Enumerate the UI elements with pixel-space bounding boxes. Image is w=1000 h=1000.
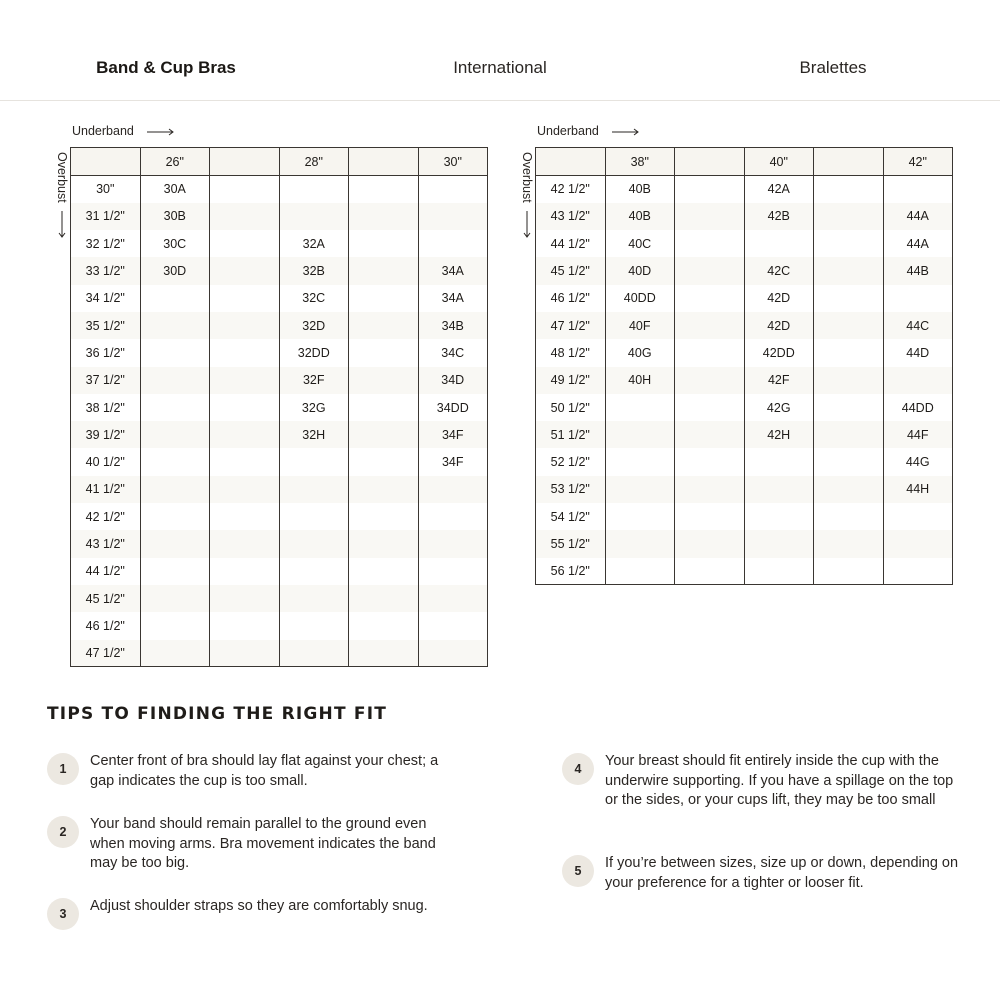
size-cell <box>279 176 349 203</box>
size-cell <box>418 585 488 612</box>
size-cell <box>279 203 349 230</box>
overbust-cell: 48 1/2" <box>536 339 606 366</box>
size-cell <box>675 230 745 257</box>
size-cell <box>210 176 280 203</box>
underband-text: Underband <box>537 124 599 138</box>
size-cell: 32B <box>279 257 349 284</box>
table-row <box>536 230 953 257</box>
size-cell <box>349 612 419 639</box>
size-cell <box>349 530 419 557</box>
size-cell <box>210 530 280 557</box>
size-cell <box>814 558 884 585</box>
size-cell <box>349 394 419 421</box>
size-cell <box>210 476 280 503</box>
size-cell <box>744 230 814 257</box>
size-cell: 30D <box>140 257 210 284</box>
size-cell <box>675 312 745 339</box>
column-header: 28" <box>279 148 349 176</box>
size-cell <box>675 421 745 448</box>
size-cell <box>883 558 953 585</box>
size-cell: 40C <box>605 230 675 257</box>
tip-text: If you’re between sizes, size up or down, depending on your preference for a tighter or looser fit. <box>605 855 959 891</box>
size-cell <box>814 476 884 503</box>
size-cell <box>210 230 280 257</box>
size-cell: 30C <box>140 230 210 257</box>
overbust-cell: 46 1/2" <box>71 612 141 639</box>
overbust-cell: 54 1/2" <box>536 503 606 530</box>
table-row <box>71 476 488 503</box>
tab-band-cup-bras[interactable]: Band & Cup Bras <box>96 58 236 77</box>
size-cell <box>418 640 488 667</box>
overbust-cell: 38 1/2" <box>71 394 141 421</box>
size-cell <box>279 530 349 557</box>
tip-item <box>562 854 962 893</box>
overbust-cell: 47 1/2" <box>536 312 606 339</box>
column-header <box>210 148 280 176</box>
size-cell: 42A <box>744 176 814 203</box>
size-cell <box>140 476 210 503</box>
size-cell: 42B <box>744 203 814 230</box>
overbust-cell: 51 1/2" <box>536 421 606 448</box>
size-cell <box>418 176 488 203</box>
table-row <box>536 558 953 585</box>
size-cell: 32DD <box>279 339 349 366</box>
size-cell: 42F <box>744 367 814 394</box>
size-cell: 32H <box>279 421 349 448</box>
table-row <box>71 257 488 284</box>
size-cell <box>349 339 419 366</box>
size-cell: 30A <box>140 176 210 203</box>
table-row <box>71 448 488 475</box>
size-cell <box>279 585 349 612</box>
table-row <box>536 421 953 448</box>
tip-text: Your band should remain parallel to the ground even when moving arms. Bra movement indicates the band may be too big. <box>90 816 436 872</box>
table-row <box>71 312 488 339</box>
size-cell: 40G <box>605 339 675 366</box>
overbust-cell: 56 1/2" <box>536 558 606 585</box>
overbust-cell: 35 1/2" <box>71 312 141 339</box>
size-cell: 40B <box>605 203 675 230</box>
tips-title: TIPS TO FINDING THE RIGHT FIT <box>47 704 388 724</box>
size-cell <box>210 448 280 475</box>
overbust-cell: 53 1/2" <box>536 476 606 503</box>
size-cell <box>349 640 419 667</box>
size-cell <box>349 312 419 339</box>
size-cell <box>675 503 745 530</box>
size-cell: 42G <box>744 394 814 421</box>
size-cell <box>140 558 210 585</box>
size-cell <box>605 394 675 421</box>
overbust-cell: 45 1/2" <box>536 257 606 284</box>
table-row <box>71 558 488 585</box>
column-header: 26" <box>140 148 210 176</box>
size-cell <box>349 203 419 230</box>
size-cell <box>349 367 419 394</box>
size-cell <box>675 558 745 585</box>
tip-item <box>47 897 467 930</box>
table-row <box>536 176 953 203</box>
size-cell <box>675 448 745 475</box>
size-cell: 34C <box>418 339 488 366</box>
size-cell <box>814 285 884 312</box>
overbust-text: Overbust <box>55 152 69 203</box>
table-row <box>536 503 953 530</box>
size-cell <box>349 285 419 312</box>
tip-text: Adjust shoulder straps so they are comfortably snug. <box>90 898 428 914</box>
size-cell <box>349 585 419 612</box>
table-row <box>71 640 488 667</box>
left-underband-label <box>72 124 175 138</box>
size-cell <box>418 558 488 585</box>
left-overbust-label <box>54 152 70 239</box>
size-cell <box>279 476 349 503</box>
size-cell <box>349 230 419 257</box>
table-header-row <box>536 148 953 176</box>
size-cell <box>349 503 419 530</box>
size-cell: 34F <box>418 448 488 475</box>
table-row <box>71 230 488 257</box>
overbust-cell: 41 1/2" <box>71 476 141 503</box>
tab-international[interactable]: International <box>453 58 547 77</box>
table-row <box>71 503 488 530</box>
size-cell <box>605 503 675 530</box>
size-cell: 32G <box>279 394 349 421</box>
size-cell <box>418 530 488 557</box>
table-row <box>536 339 953 366</box>
overbust-cell: 32 1/2" <box>71 230 141 257</box>
size-cell <box>675 476 745 503</box>
size-cell: 44H <box>883 476 953 503</box>
overbust-cell: 37 1/2" <box>71 367 141 394</box>
size-cell <box>140 394 210 421</box>
size-cell <box>210 367 280 394</box>
table-row <box>71 367 488 394</box>
size-cell <box>814 257 884 284</box>
size-cell: 44F <box>883 421 953 448</box>
overbust-cell: 47 1/2" <box>71 640 141 667</box>
overbust-cell: 50 1/2" <box>536 394 606 421</box>
size-cell: 30B <box>140 203 210 230</box>
size-cell <box>883 285 953 312</box>
size-cell <box>814 230 884 257</box>
size-cell <box>675 203 745 230</box>
size-cell <box>140 312 210 339</box>
overbust-cell: 33 1/2" <box>71 257 141 284</box>
size-cell: 42D <box>744 312 814 339</box>
size-cell <box>210 421 280 448</box>
underband-text: Underband <box>72 124 134 138</box>
size-cell: 44G <box>883 448 953 475</box>
size-cell <box>140 339 210 366</box>
size-cell: 44A <box>883 230 953 257</box>
size-cell <box>418 230 488 257</box>
size-cell <box>814 503 884 530</box>
size-cell <box>349 448 419 475</box>
size-cell <box>418 203 488 230</box>
table-row <box>71 203 488 230</box>
size-cell <box>605 448 675 475</box>
size-cell <box>210 257 280 284</box>
size-cell <box>883 367 953 394</box>
table-row <box>536 367 953 394</box>
tip-item <box>47 752 447 791</box>
overbust-cell: 34 1/2" <box>71 285 141 312</box>
size-cell: 34F <box>418 421 488 448</box>
size-cell: 44B <box>883 257 953 284</box>
size-cell <box>349 257 419 284</box>
size-cell <box>675 367 745 394</box>
overbust-cell: 42 1/2" <box>536 176 606 203</box>
size-chart-right <box>535 147 953 585</box>
tab-bralettes[interactable]: Bralettes <box>799 58 867 77</box>
size-cell: 34A <box>418 257 488 284</box>
size-cell: 42D <box>744 285 814 312</box>
size-cell <box>814 530 884 557</box>
size-cell <box>605 476 675 503</box>
table-row <box>71 285 488 312</box>
column-header <box>349 148 419 176</box>
overbust-cell: 52 1/2" <box>536 448 606 475</box>
size-cell <box>210 558 280 585</box>
size-cell <box>279 448 349 475</box>
tip-number-badge: 2 <box>47 816 79 848</box>
table-row <box>536 257 953 284</box>
size-cell <box>210 612 280 639</box>
size-cell <box>210 339 280 366</box>
size-cell <box>814 312 884 339</box>
size-cell: 42C <box>744 257 814 284</box>
tip-number-badge: 3 <box>47 898 79 930</box>
size-cell: 44D <box>883 339 953 366</box>
size-cell: 40B <box>605 176 675 203</box>
size-cell: 34D <box>418 367 488 394</box>
column-header: 40" <box>744 148 814 176</box>
size-cell <box>418 476 488 503</box>
size-cell: 44A <box>883 203 953 230</box>
size-cell <box>814 339 884 366</box>
overbust-text: Overbust <box>520 152 534 203</box>
size-cell <box>210 640 280 667</box>
size-cell <box>814 394 884 421</box>
size-cell <box>349 476 419 503</box>
overbust-cell: 45 1/2" <box>71 585 141 612</box>
table-row <box>536 476 953 503</box>
overbust-cell: 55 1/2" <box>536 530 606 557</box>
size-cell <box>744 530 814 557</box>
column-header <box>536 148 606 176</box>
size-cell <box>814 448 884 475</box>
overbust-cell: 43 1/2" <box>536 203 606 230</box>
size-cell <box>140 530 210 557</box>
size-cell <box>675 176 745 203</box>
table-row <box>71 530 488 557</box>
overbust-cell: 42 1/2" <box>71 503 141 530</box>
size-cell <box>140 448 210 475</box>
size-cell: 32F <box>279 367 349 394</box>
size-cell <box>210 394 280 421</box>
size-cell: 34A <box>418 285 488 312</box>
size-cell <box>418 612 488 639</box>
table-row <box>71 339 488 366</box>
size-cell <box>279 640 349 667</box>
size-cell <box>210 312 280 339</box>
size-cell <box>210 203 280 230</box>
column-header <box>814 148 884 176</box>
size-cell: 44DD <box>883 394 953 421</box>
arrow-down-icon <box>58 211 66 239</box>
size-cell: 42H <box>744 421 814 448</box>
overbust-cell: 43 1/2" <box>71 530 141 557</box>
tip-number-badge: 4 <box>562 753 594 785</box>
size-cell <box>349 558 419 585</box>
size-cell <box>140 585 210 612</box>
size-cell: 40H <box>605 367 675 394</box>
size-cell <box>605 530 675 557</box>
column-header <box>71 148 141 176</box>
tab-bar <box>0 0 1000 101</box>
overbust-cell: 39 1/2" <box>71 421 141 448</box>
column-header <box>675 148 745 176</box>
tip-text: Center front of bra should lay flat against your chest; a gap indicates the cup is too small. <box>90 753 439 789</box>
column-header: 42" <box>883 148 953 176</box>
size-cell <box>279 503 349 530</box>
column-header: 38" <box>605 148 675 176</box>
size-cell <box>675 530 745 557</box>
size-cell <box>349 421 419 448</box>
size-cell <box>605 421 675 448</box>
overbust-cell: 49 1/2" <box>536 367 606 394</box>
table-row <box>536 530 953 557</box>
size-cell <box>675 285 745 312</box>
size-cell <box>675 339 745 366</box>
size-cell: 34DD <box>418 394 488 421</box>
table-row <box>71 394 488 421</box>
size-cell: 34B <box>418 312 488 339</box>
table-header-row <box>71 148 488 176</box>
table-row <box>536 203 953 230</box>
size-cell: 40F <box>605 312 675 339</box>
size-cell <box>418 503 488 530</box>
size-cell: 32D <box>279 312 349 339</box>
size-cell <box>883 530 953 557</box>
size-cell <box>279 558 349 585</box>
size-cell <box>210 285 280 312</box>
overbust-cell: 46 1/2" <box>536 285 606 312</box>
size-cell <box>883 503 953 530</box>
tip-text: Your breast should fit entirely inside the cup with the underwire supporting. If you have a spillage on the top or the sides, or your cups lift, they may be too small <box>605 753 954 809</box>
tip-number-badge: 1 <box>47 753 79 785</box>
size-cell: 40DD <box>605 285 675 312</box>
size-cell <box>744 476 814 503</box>
size-cell <box>744 558 814 585</box>
table-row <box>71 421 488 448</box>
column-header: 30" <box>418 148 488 176</box>
arrow-down-icon <box>523 211 531 239</box>
size-cell <box>140 640 210 667</box>
arrow-right-icon <box>612 128 640 136</box>
size-cell: 42DD <box>744 339 814 366</box>
size-cell <box>675 394 745 421</box>
size-cell <box>140 612 210 639</box>
table-row <box>536 285 953 312</box>
overbust-cell: 44 1/2" <box>536 230 606 257</box>
overbust-cell: 40 1/2" <box>71 448 141 475</box>
right-overbust-label <box>519 152 535 239</box>
table-row <box>536 448 953 475</box>
size-cell <box>814 176 884 203</box>
size-cell <box>814 421 884 448</box>
overbust-cell: 31 1/2" <box>71 203 141 230</box>
size-cell <box>675 257 745 284</box>
table-row <box>71 612 488 639</box>
size-cell: 32C <box>279 285 349 312</box>
size-cell <box>279 612 349 639</box>
size-cell: 32A <box>279 230 349 257</box>
size-cell <box>140 367 210 394</box>
overbust-cell: 36 1/2" <box>71 339 141 366</box>
size-cell <box>744 503 814 530</box>
size-cell <box>605 558 675 585</box>
size-cell <box>140 285 210 312</box>
size-cell <box>210 503 280 530</box>
size-cell <box>814 203 884 230</box>
size-cell <box>349 176 419 203</box>
size-cell <box>210 585 280 612</box>
size-cell: 40D <box>605 257 675 284</box>
table-row <box>536 312 953 339</box>
size-cell <box>744 448 814 475</box>
size-chart-left <box>70 147 488 667</box>
overbust-cell: 44 1/2" <box>71 558 141 585</box>
size-cell <box>883 176 953 203</box>
overbust-cell: 30" <box>71 176 141 203</box>
table-row <box>71 176 488 203</box>
right-underband-label <box>537 124 640 138</box>
tip-item <box>562 752 962 811</box>
table-row <box>71 585 488 612</box>
size-cell: 44C <box>883 312 953 339</box>
tip-number-badge: 5 <box>562 855 594 887</box>
size-cell <box>140 421 210 448</box>
table-row <box>536 394 953 421</box>
arrow-right-icon <box>147 128 175 136</box>
size-cell <box>140 503 210 530</box>
size-cell <box>814 367 884 394</box>
tip-item <box>47 815 447 874</box>
